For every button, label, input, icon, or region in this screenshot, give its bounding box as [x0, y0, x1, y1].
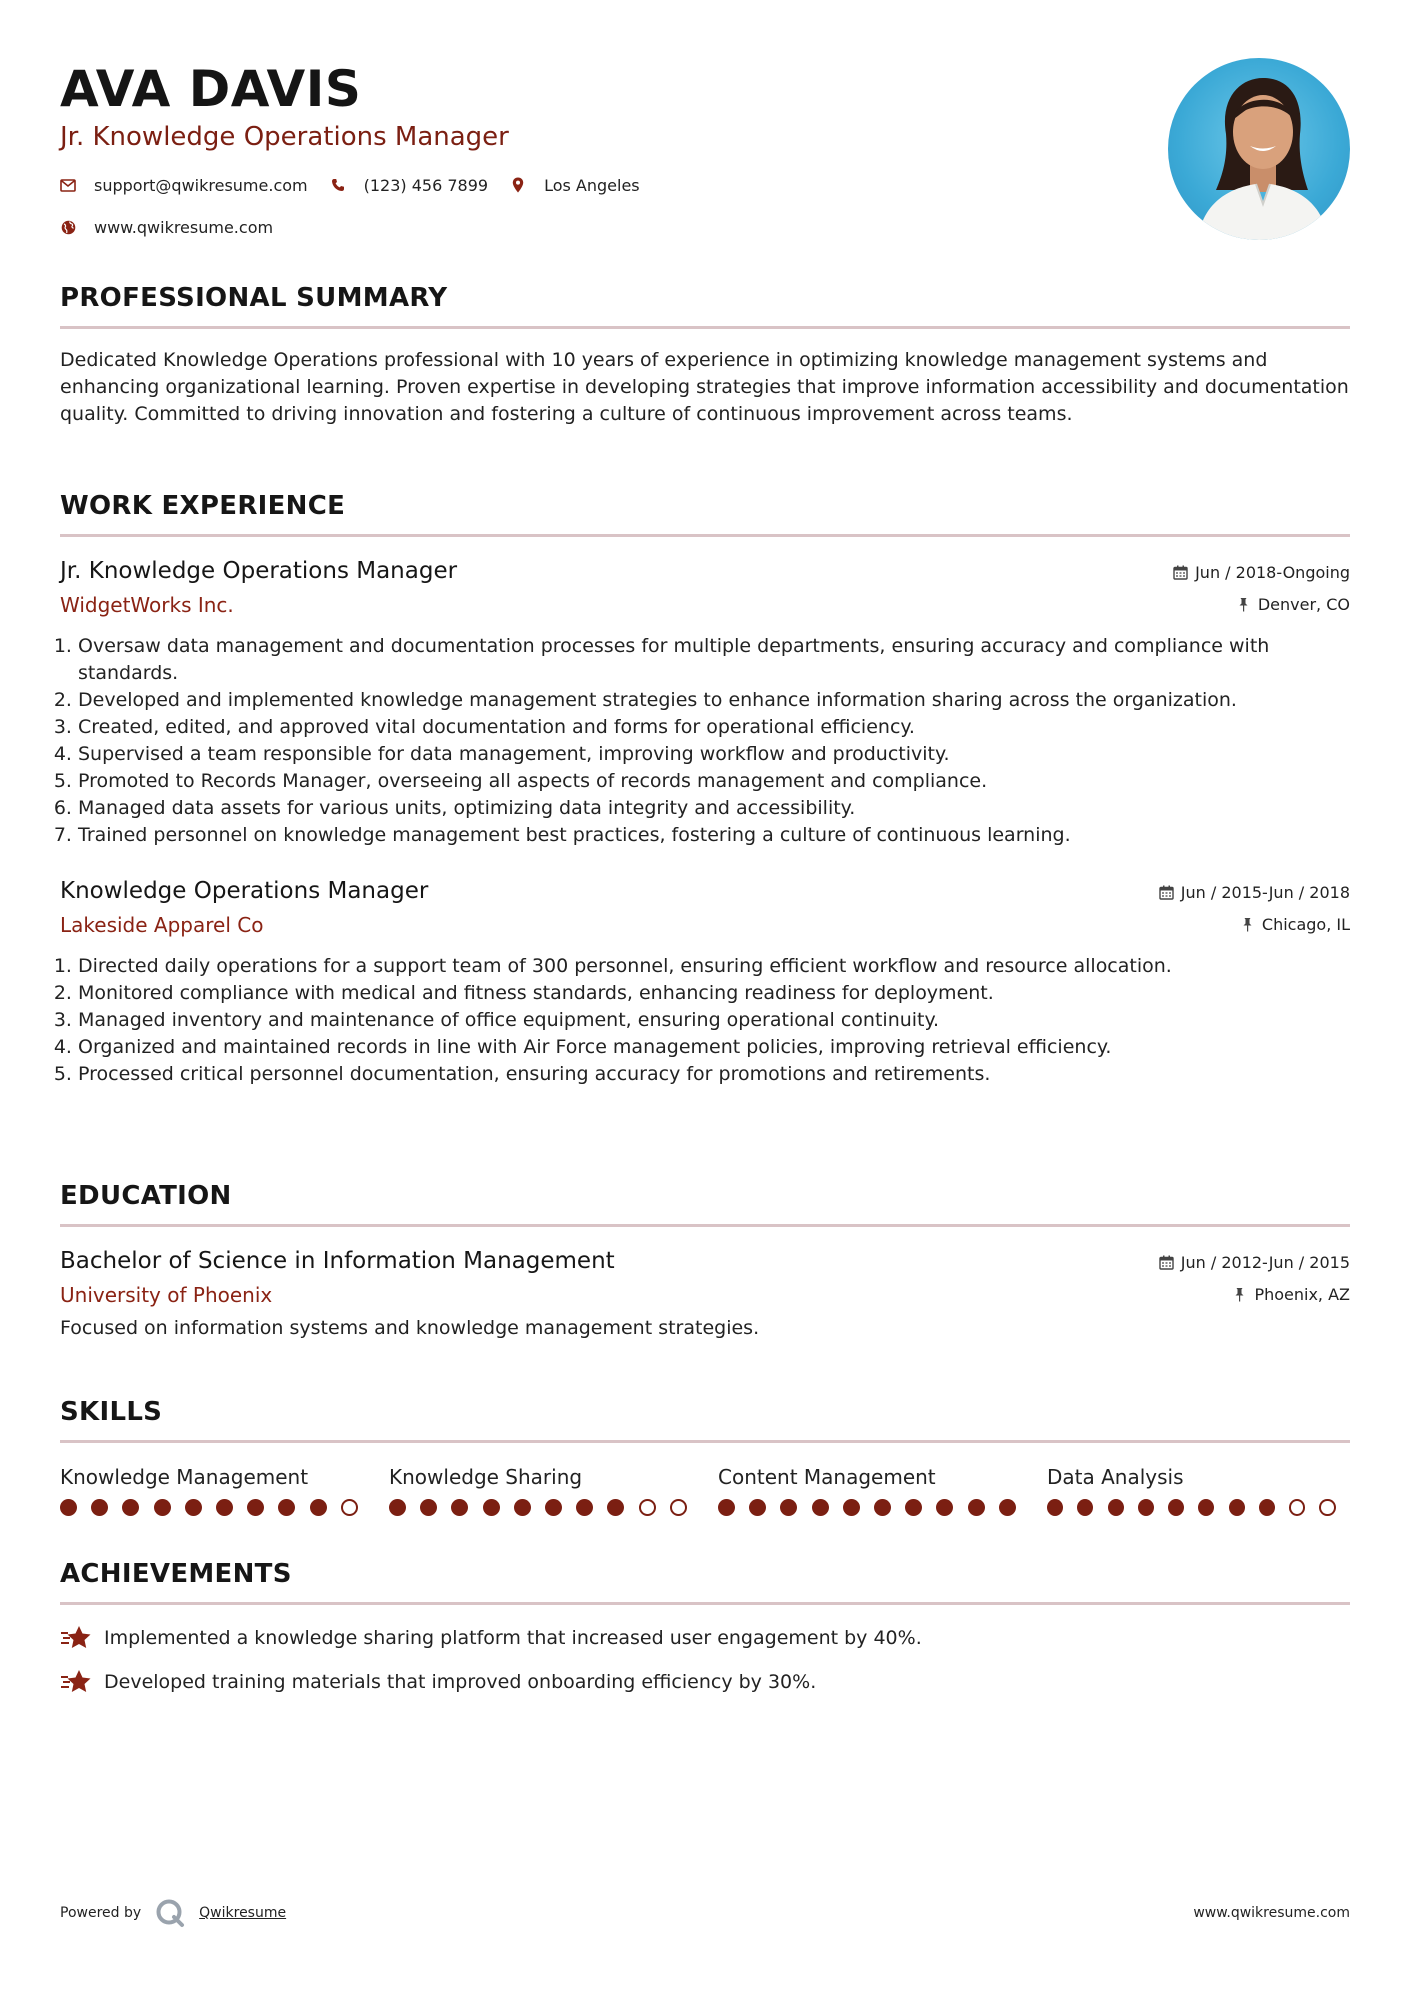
globe-icon: [60, 219, 76, 235]
job-dates-text: Jun / 2018-Ongoing: [1195, 562, 1350, 582]
skill-dot-filled: [483, 1499, 500, 1516]
section-divider: [60, 1602, 1350, 1605]
skill-dot-filled: [936, 1499, 953, 1516]
bullet-item: 4. Organized and maintained records in line with Air Force management policies, improving retrieval efficiency.: [78, 1034, 1350, 1061]
education-heading: EDUCATION: [60, 1181, 232, 1211]
contact-phone[interactable]: [330, 176, 488, 195]
skill-dot-filled: [874, 1499, 891, 1516]
bullet-item: 2. Developed and implemented knowledge management strategies to enhance information sharing across the organization.: [78, 687, 1350, 714]
skill-dot-filled: [389, 1499, 406, 1516]
skill-dot-filled: [451, 1499, 468, 1516]
education-meta: [1159, 1251, 1350, 1305]
summary-text: Dedicated Knowledge Operations professional with 10 years of experience in optimizing knowledge management systems and enhancing organizational learning. Proven expertise in developing strategies that improve information accessibility and documentation quality. Committed to driving innovation and fostering a culture of continuous improvement across teams.: [60, 349, 1349, 425]
skills-section: [60, 1396, 1350, 1516]
skill-dot-filled: [545, 1499, 562, 1516]
section-divider: [60, 1440, 1350, 1443]
job-location: [1173, 593, 1350, 615]
bullet-item: 7. Trained personnel on knowledge management best practices, fostering a culture of continuous learning.: [78, 822, 1350, 849]
job-dates: [1173, 561, 1350, 583]
location-text: Los Angeles: [544, 175, 640, 195]
experience-section: [60, 490, 1350, 1088]
skill-dot-filled: [576, 1499, 593, 1516]
education-dates-text: Jun / 2012-Jun / 2015: [1180, 1252, 1350, 1272]
skill-dot-empty: [1319, 1499, 1335, 1516]
job-company: Lakeside Apparel Co: [60, 913, 264, 937]
qwikresume-link[interactable]: Qwikresume: [199, 1905, 287, 1921]
job-entry-2: [60, 875, 1350, 1088]
achievement-text: Developed training materials that improved onboarding efficiency by 30%.: [104, 1671, 817, 1693]
job-meta: [1173, 561, 1350, 615]
job-title: Jr. Knowledge Operations Manager: [60, 558, 458, 584]
skill-dot-filled: [310, 1499, 327, 1516]
skill-rating: [60, 1499, 389, 1516]
education-entry: [60, 1245, 1350, 1342]
skill-item: [1047, 1463, 1350, 1516]
skill-dot-filled: [718, 1499, 735, 1516]
achievements-heading: ACHIEVEMENTS: [60, 1559, 292, 1589]
skill-dot-filled: [1077, 1499, 1093, 1516]
skill-name: Knowledge Management: [60, 1465, 309, 1489]
summary-section: [60, 282, 1350, 428]
skills-heading: SKILLS: [60, 1397, 163, 1427]
education-dates: [1159, 1251, 1350, 1273]
skill-dot-filled: [1168, 1499, 1184, 1516]
education-location: [1159, 1283, 1350, 1305]
section-divider: [60, 1224, 1350, 1227]
skill-dot-filled: [247, 1499, 264, 1516]
qwikresume-logo-icon: [155, 1898, 185, 1928]
skill-dot-filled: [122, 1499, 139, 1516]
contact-email[interactable]: [60, 176, 308, 195]
skill-dot-filled: [749, 1499, 766, 1516]
skill-dot-filled: [843, 1499, 860, 1516]
skill-item: [60, 1463, 389, 1516]
skill-item: [718, 1463, 1047, 1516]
skill-name: Knowledge Sharing: [389, 1465, 583, 1489]
experience-heading: WORK EXPERIENCE: [60, 491, 346, 521]
achievement-item: [60, 1623, 1350, 1653]
powered-by-label: Powered by: [60, 1905, 142, 1921]
profile-photo: [1168, 58, 1350, 240]
education-description: Focused on information systems and knowledge management strategies.: [60, 1317, 760, 1339]
candidate-name: AVA DAVIS: [60, 60, 362, 118]
education-location-text: Phoenix, AZ: [1254, 1284, 1350, 1304]
skill-dot-filled: [1198, 1499, 1214, 1516]
job-bullets: [60, 633, 1350, 849]
skill-dot-filled: [185, 1499, 202, 1516]
degree-title: Bachelor of Science in Information Management: [60, 1248, 615, 1274]
contact-row-2: [60, 216, 1350, 238]
bullet-item: 1. Directed daily operations for a support team of 300 personnel, ensuring efficient workflow and resource allocation.: [78, 953, 1350, 980]
contact-row: [60, 174, 1350, 196]
achievement-text: Implemented a knowledge sharing platform that increased user engagement by 40%.: [104, 1627, 922, 1649]
email-text: support@qwikresume.com: [94, 175, 308, 195]
section-divider: [60, 326, 1350, 329]
skill-item: [389, 1463, 718, 1516]
pushpin-icon: [1236, 597, 1251, 612]
skill-dot-filled: [1108, 1499, 1124, 1516]
skill-rating: [389, 1499, 718, 1516]
job-entry-1: [60, 555, 1350, 849]
skill-dot-filled: [1138, 1499, 1154, 1516]
bullet-item: 5. Processed critical personnel documentation, ensuring accuracy for promotions and retirements.: [78, 1061, 1350, 1088]
phone-text: (123) 456 7899: [363, 175, 489, 195]
skill-rating: [1047, 1499, 1350, 1516]
star-icon: [60, 1667, 92, 1697]
candidate-title: Jr. Knowledge Operations Manager: [60, 122, 509, 152]
footer-url[interactable]: www.qwikresume.com: [1193, 1905, 1350, 1921]
education-section: [60, 1180, 1350, 1342]
job-dates-text: Jun / 2015-Jun / 2018: [1180, 882, 1350, 902]
skill-dot-filled: [1229, 1499, 1245, 1516]
bullet-item: 6. Managed data assets for various units, optimizing data integrity and accessibility.: [78, 795, 1350, 822]
job-location-text: Chicago, IL: [1261, 914, 1350, 934]
calendar-icon: [1159, 885, 1174, 900]
skill-dot-filled: [278, 1499, 295, 1516]
website-text: www.qwikresume.com: [94, 217, 274, 237]
skill-dot-empty: [341, 1499, 358, 1516]
resume-header: [60, 58, 1350, 238]
envelope-icon: [60, 177, 76, 193]
job-company: WidgetWorks Inc.: [60, 593, 234, 617]
job-location: [1159, 913, 1350, 935]
skill-dot-filled: [905, 1499, 922, 1516]
calendar-icon: [1173, 565, 1188, 580]
skill-dot-filled: [812, 1499, 829, 1516]
skill-dot-filled: [1259, 1499, 1275, 1516]
skill-dot-filled: [154, 1499, 171, 1516]
skills-list: [60, 1463, 1350, 1516]
job-location-text: Denver, CO: [1257, 594, 1350, 614]
skill-rating: [718, 1499, 1047, 1516]
skill-dot-filled: [420, 1499, 437, 1516]
skill-dot-empty: [1289, 1499, 1305, 1516]
skill-dot-empty: [639, 1499, 656, 1516]
bullet-item: 4. Supervised a team responsible for data management, improving workflow and productivity.: [78, 741, 1350, 768]
star-icon: [60, 1623, 92, 1653]
phone-icon: [330, 177, 346, 193]
job-meta: [1159, 881, 1350, 935]
map-pin-icon: [510, 177, 526, 193]
skill-name: Data Analysis: [1047, 1465, 1184, 1489]
skill-dot-filled: [91, 1499, 108, 1516]
bullet-item: 2. Monitored compliance with medical and fitness standards, enhancing readiness for deployment.: [78, 980, 1350, 1007]
calendar-icon: [1159, 1255, 1174, 1270]
pushpin-icon: [1240, 917, 1255, 932]
bullet-item: 3. Created, edited, and approved vital documentation and forms for operational efficiency.: [78, 714, 1350, 741]
job-bullets: [60, 953, 1350, 1088]
bullet-item: 1. Oversaw data management and documentation processes for multiple departments, ensuring accuracy and compliance with standards.: [78, 633, 1350, 687]
achievements-list: [60, 1623, 1350, 1697]
achievements-section: [60, 1558, 1350, 1697]
skill-dot-filled: [999, 1499, 1016, 1516]
bullet-item: 3. Managed inventory and maintenance of office equipment, ensuring operational continuity.: [78, 1007, 1350, 1034]
section-divider: [60, 534, 1350, 537]
school-name: University of Phoenix: [60, 1283, 273, 1307]
bullet-item: 5. Promoted to Records Manager, overseeing all aspects of records management and compliance.: [78, 768, 1350, 795]
achievement-item: [60, 1667, 1350, 1697]
pushpin-icon: [1232, 1287, 1247, 1302]
job-dates: [1159, 881, 1350, 903]
contact-website[interactable]: [60, 218, 273, 237]
skill-dot-filled: [607, 1499, 624, 1516]
summary-heading: PROFESSIONAL SUMMARY: [60, 283, 448, 313]
page-footer: [60, 1898, 1350, 1928]
skill-dot-filled: [780, 1499, 797, 1516]
profile-photo-illustration: [1168, 58, 1350, 240]
contact-location: [510, 176, 640, 195]
skill-dot-filled: [968, 1499, 985, 1516]
skill-dot-filled: [60, 1499, 77, 1516]
skill-name: Content Management: [718, 1465, 936, 1489]
skill-dot-filled: [514, 1499, 531, 1516]
job-title: Knowledge Operations Manager: [60, 878, 429, 904]
skill-dot-empty: [670, 1499, 687, 1516]
skill-dot-filled: [216, 1499, 233, 1516]
skill-dot-filled: [1047, 1499, 1063, 1516]
